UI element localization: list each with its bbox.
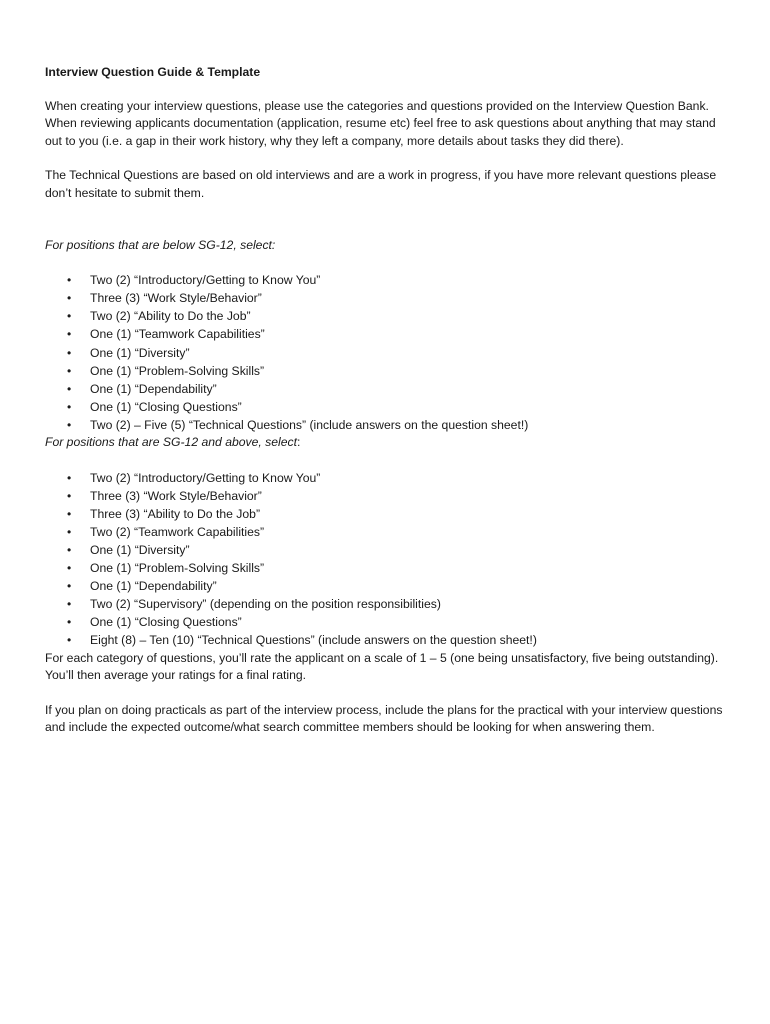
technical-note-paragraph: The Technical Questions are based on old interviews and are a work in progress, if you have more relevant questions please don’t hesitate to submit them. [45, 168, 717, 200]
list-item-text: One (1) “Teamwork Capabilities” [90, 327, 265, 342]
list-item [45, 469, 735, 487]
list-item [45, 505, 735, 523]
list-item-text: One (1) “Diversity” [90, 345, 190, 360]
list-item-text: Two (2) “Supervisory” (depending on the position responsibilities) [90, 597, 441, 612]
list-item [45, 325, 735, 343]
bullet-icon: • [67, 561, 72, 576]
bullet-icon: • [67, 470, 72, 485]
list-item [45, 398, 735, 416]
list-item [45, 595, 735, 613]
list-item-text: One (1) “Closing Questions” [90, 399, 242, 414]
list-item [45, 559, 735, 577]
bullet-icon: • [67, 488, 72, 503]
rating-paragraph: For each category of questions, you’ll rate the applicant on a scale of 1 – 5 (one being unsatisfactory, five being outstanding). You’ll then average your ratings for a final rating. [45, 650, 719, 683]
list-item [45, 289, 735, 307]
practicals-paragraph: If you plan on doing practicals as part of the interview process, include the plans for the practical with your interview questions and include the expected outcome/what search committee members should be looking for when answering them. [45, 702, 723, 735]
list-item-text: One (1) “Dependability” [90, 381, 217, 396]
bullet-icon: • [67, 345, 72, 360]
section-below-sg12-heading [45, 237, 735, 255]
list-item [45, 541, 735, 559]
list-item-text: Two (2) “Introductory/Getting to Know You” [90, 470, 321, 485]
bullet-icon: • [67, 633, 72, 648]
section-below-sg12-list [45, 271, 735, 434]
list-item-text: Two (2) “Teamwork Capabilities” [90, 524, 265, 539]
bullet-icon: • [67, 309, 72, 324]
bullet-icon: • [67, 363, 72, 378]
intro-paragraph: When creating your interview questions, please use the categories and questions provided on the Interview Question Bank. When reviewing applicants documentation (application, resume etc) feel free to ask questions about anything that may stand out to you (i.e. a gap in their work history, why they left a company, more details about tasks they did there). [45, 98, 716, 148]
list-item [45, 344, 735, 362]
list-item [45, 613, 735, 631]
list-item-text: One (1) “Closing Questions” [90, 615, 242, 630]
list-item-text: One (1) “Problem-Solving Skills” [90, 363, 265, 378]
section-below-sg12-heading-text: For positions that are below SG-12, select: [45, 237, 276, 252]
document-page [45, 64, 735, 737]
section-above-sg12-heading-text: For positions that are SG-12 and above, select [45, 435, 298, 449]
list-item-text: Two (2) “Ability to Do the Job” [90, 309, 251, 324]
section-above-sg12-list [45, 469, 735, 650]
bullet-icon: • [67, 327, 72, 342]
bullet-icon: • [67, 524, 72, 539]
section-above-sg12-heading [45, 434, 735, 452]
list-item-text: One (1) “Dependability” [90, 579, 217, 594]
bullet-icon: • [67, 615, 72, 630]
bullet-icon: • [67, 506, 72, 521]
list-item-text: One (1) “Problem-Solving Skills” [90, 561, 265, 576]
list-item [45, 487, 735, 505]
section-above-sg12-heading-colon: : [297, 435, 301, 449]
list-item-text: Two (2) – Five (5) “Technical Questions” (include answers on the question sheet!) [90, 417, 529, 432]
bullet-icon: • [67, 273, 72, 288]
bullet-icon: • [67, 579, 72, 594]
list-item [45, 523, 735, 541]
bullet-icon: • [67, 542, 72, 557]
bullet-icon: • [67, 381, 72, 396]
list-item [45, 307, 735, 325]
list-item-text: Three (3) “Work Style/Behavior” [90, 488, 262, 503]
list-item [45, 577, 735, 595]
list-item-text: Three (3) “Ability to Do the Job” [90, 506, 261, 521]
list-item-text: Three (3) “Work Style/Behavior” [90, 291, 262, 306]
list-item-text: Two (2) “Introductory/Getting to Know You” [90, 273, 321, 288]
list-item [45, 631, 735, 649]
list-item [45, 380, 735, 398]
list-item [45, 416, 735, 434]
bullet-icon: • [67, 291, 72, 306]
bullet-icon: • [67, 417, 72, 432]
list-item [45, 271, 735, 289]
list-item-text: One (1) “Diversity” [90, 542, 190, 557]
bullet-icon: • [67, 399, 72, 414]
list-item-text: Eight (8) – Ten (10) “Technical Questions” (include answers on the question sheet!) [90, 633, 537, 648]
document-title: Interview Question Guide & Template [45, 65, 261, 79]
list-item [45, 362, 735, 380]
bullet-icon: • [67, 597, 72, 612]
